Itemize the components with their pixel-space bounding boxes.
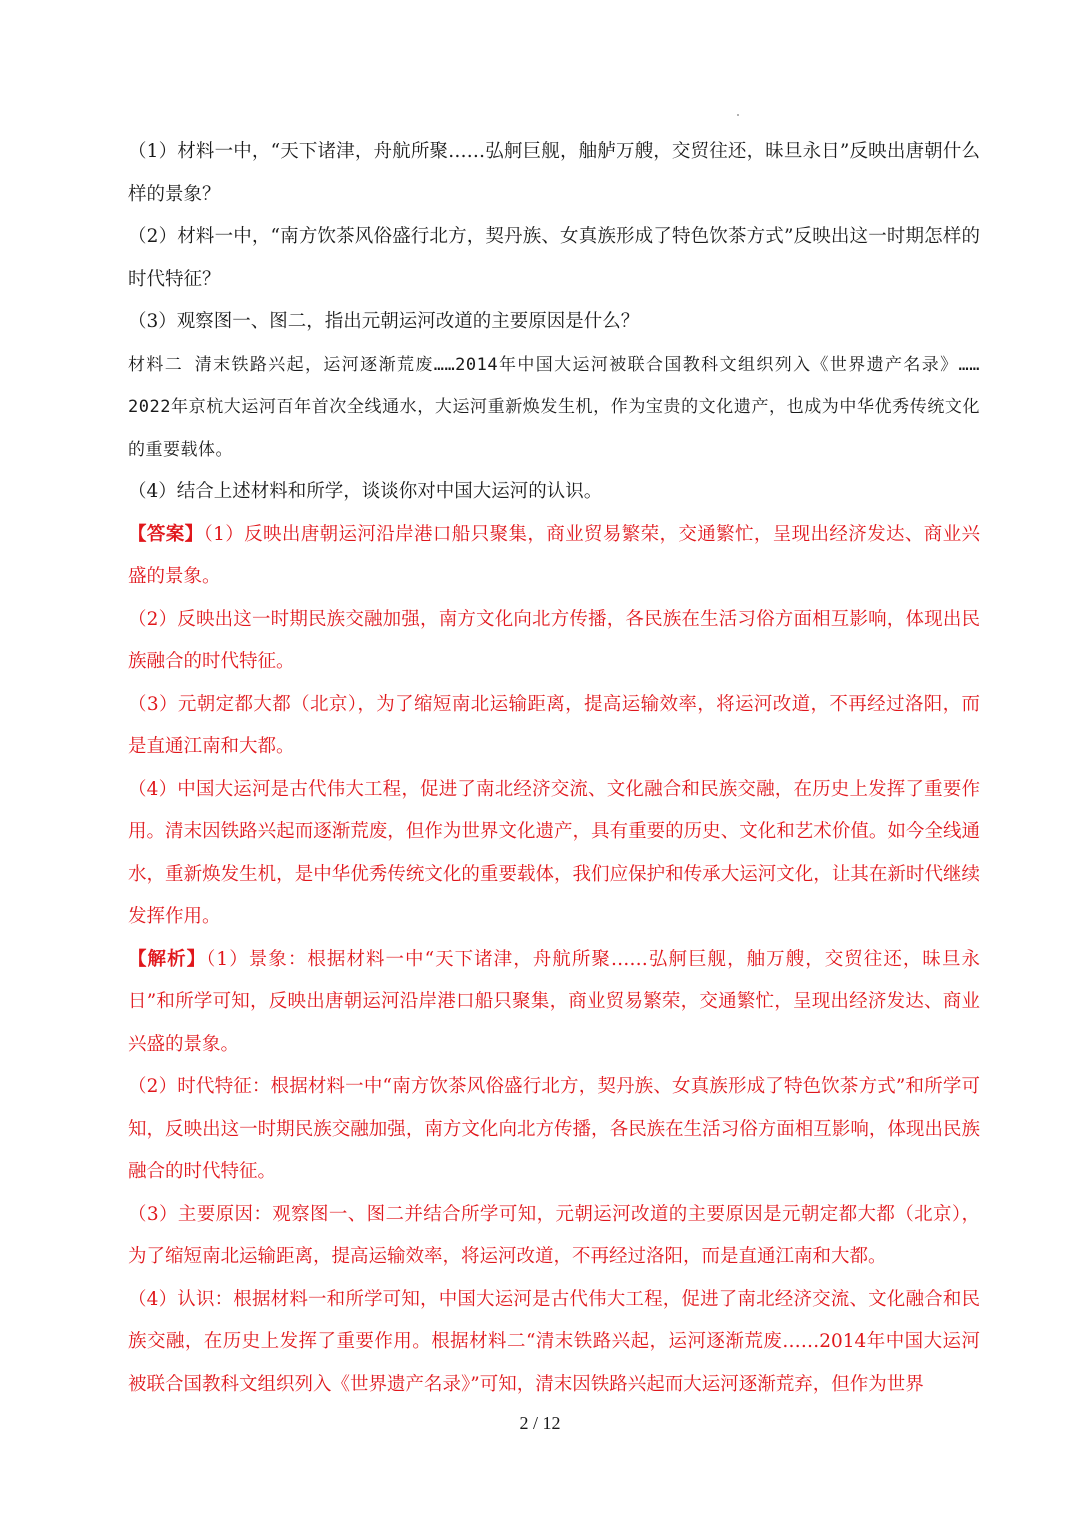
answer-4: （4）中国大运河是古代伟大工程，促进了南北经济交流、文化融合和民族交融，在历史上发挥了重要作用。清末因铁路兴起而逐渐荒废，但作为世界文化遗产，具有重要的历史、文化和艺术价值。如今全线通水，重新焕发生机，是中华优秀传统文化的重要载体，我们应保护和传承大运河文化，让其在新时代继续发挥作用。 xyxy=(128,778,980,927)
question-3: （3）观察图一、图二，指出元朝运河改道的主要原因是什么？ xyxy=(128,311,640,332)
analysis-1-text: （1）景象：根据材料一中“天下诸津，舟航所聚……弘舸巨舰，舳万艘，交贸往还，昧旦永日”和所学可知，反映出唐朝运河沿岸港口船只聚集，商业贸易繁荣，交通繁忙，呈现出经济发达、商业兴盛的景象。 xyxy=(128,948,980,1055)
material-two: 材料二 清末铁路兴起，运河逐渐荒废……2014年中国大运河被联合国教科文组织列入《世界遗产名录》……2022年京杭大运河百年首次全线通水，大运河重新焕发生机，作为宝贵的文化遗产，也成为中华优秀传统文化的重要载体。 xyxy=(128,354,980,460)
question-4: （4）结合上述材料和所学，谈谈你对中国大运河的认识。 xyxy=(128,481,603,502)
answer-3: （3）元朝定都大都（北京），为了缩短南北运输距离，提高运输效率，将运河改道，不再经过洛阳，而是直通江南和大都。 xyxy=(128,693,980,757)
answer-tag: 【答案】 xyxy=(128,523,204,545)
answer-1 xyxy=(128,514,980,599)
analysis-2: （2）时代特征：根据材料一中“南方饮茶风俗盛行北方，契丹族、女真族形成了特色饮茶方式”和所学可知，反映出这一时期民族交融加强，南方文化向北方传播，各民族在生活习俗方面相互影响，体现出民族融合的时代特征。 xyxy=(128,1076,980,1182)
question-2: （2）材料一中，“南方饮茶风俗盛行北方，契丹族、女真族形成了特色饮茶方式”反映出这一时期怎样的时代特征？ xyxy=(128,226,980,290)
analysis-tag: 【解析】 xyxy=(128,948,207,970)
answer-1-text: （1）反映出唐朝运河沿岸港口船只聚集，商业贸易繁荣，交通繁忙，呈现出经济发达、商业兴盛的景象。 xyxy=(128,523,980,587)
scan-dot xyxy=(737,114,739,116)
page-content xyxy=(128,131,980,1406)
answer-2: （2）反映出这一时期民族交融加强，南方文化向北方传播，各民族在生活习俗方面相互影响，体现出民族融合的时代特征。 xyxy=(128,608,980,672)
page-number: 2 / 12 xyxy=(519,1413,561,1433)
analysis-4: （4）认识：根据材料一和所学可知，中国大运河是古代伟大工程，促进了南北经济交流、文化融合和民族交融，在历史上发挥了重要作用。根据材料二“清末铁路兴起，运河逐渐荒废……2014年中国大运河被联合国教科文组织列入《世界遗产名录》”可知，清末因铁路兴起而大运河逐渐荒弃，但作为世界 xyxy=(128,1288,980,1395)
question-1: （1）材料一中，“天下诸津，舟航所聚……弘舸巨舰，舳舻万艘，交贸往还，昧旦永日”反映出唐朝什么样的景象？ xyxy=(128,141,980,205)
analysis-3: （3）主要原因：观察图一、图二并结合所学可知，元朝运河改道的主要原因是元朝定都大都（北京），为了缩短南北运输距离，提高运输效率，将运河改道，不再经过洛阳，而是直通江南和大都。 xyxy=(128,1203,980,1267)
analysis-1 xyxy=(128,939,980,1067)
